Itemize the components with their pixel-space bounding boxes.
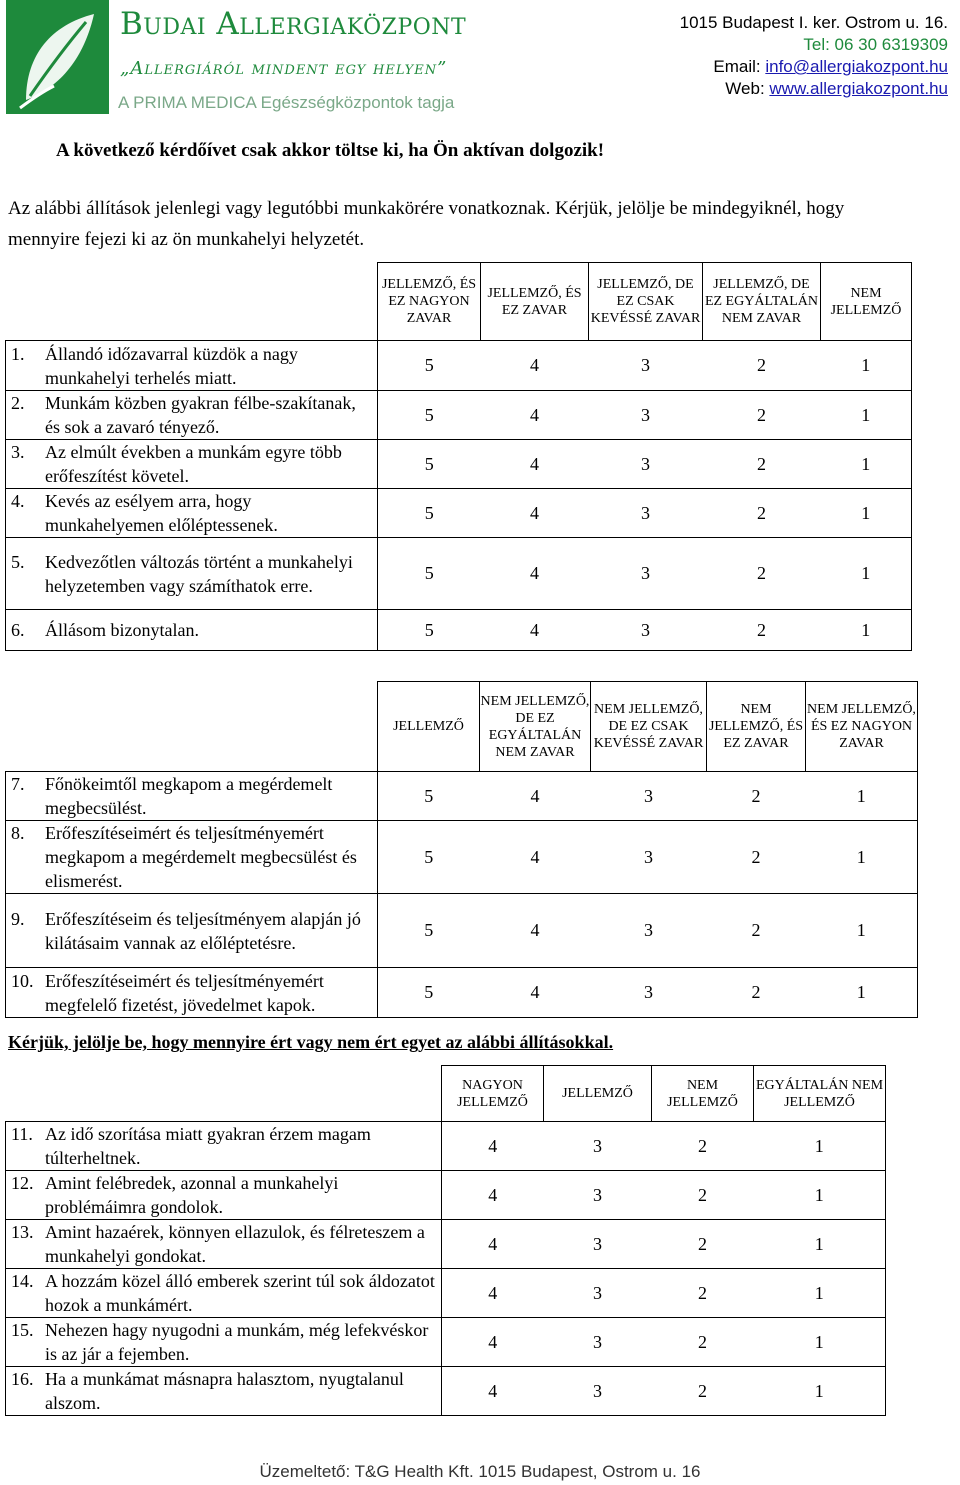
rating-option[interactable]: 1 (821, 391, 912, 440)
rating-option[interactable]: 4 (442, 1318, 544, 1367)
rating-option[interactable]: 1 (821, 440, 912, 489)
rating-option[interactable]: 4 (442, 1220, 544, 1269)
phone-line (680, 34, 948, 56)
rating-option[interactable]: 5 (378, 341, 481, 391)
statement-number: 13. (11, 1222, 34, 1242)
statement-cell (6, 538, 378, 610)
column-header: NEM JELLEMZŐ (652, 1066, 754, 1122)
rating-option[interactable]: 3 (591, 821, 707, 894)
brand-member-line: A PRIMA MEDICA Egészségközpontok tagja (118, 93, 455, 112)
column-header: JELLEMZŐ (544, 1066, 652, 1122)
header-blank-cell (6, 1066, 442, 1122)
leaf-logo-icon (6, 0, 109, 114)
rating-option[interactable]: 3 (589, 489, 703, 538)
rating-option[interactable]: 1 (806, 821, 918, 894)
column-header: NEM JELLEMZŐ, DE EZ EGYÁLTALÁN NEM ZAVAR (480, 682, 591, 772)
statement-cell (6, 1367, 442, 1416)
rating-option[interactable]: 5 (378, 610, 481, 651)
rating-option[interactable]: 2 (707, 968, 806, 1018)
statement-number: 10. (11, 970, 34, 991)
statement-cell (6, 772, 378, 821)
rating-option[interactable]: 2 (707, 772, 806, 821)
rating-option[interactable]: 4 (480, 968, 591, 1018)
column-header: JELLEMZŐ, DE EZ CSAK KEVÉSSÉ ZAVAR (589, 263, 703, 341)
rating-option[interactable]: 3 (589, 391, 703, 440)
email-link[interactable]: info@allergiakozpont.hu (765, 57, 948, 76)
page-header (0, 0, 960, 118)
statement-number: 2. (11, 393, 25, 413)
statement-number: 5. (11, 551, 25, 572)
statement-text: Állandó időzavarral küzdök a nagy munkahelyi terhelés miatt. (45, 343, 298, 388)
table-row (6, 1122, 886, 1171)
brand-slogan: „Allergiáról mindent egy helyen” (120, 58, 448, 79)
questionnaire-table-2 (5, 681, 918, 1018)
column-header: EGYÁLTALÁN NEM JELLEMZŐ (754, 1066, 886, 1122)
rating-option[interactable]: 2 (703, 610, 821, 651)
rating-option[interactable]: 1 (821, 610, 912, 651)
phone-label: Tel: (803, 35, 835, 54)
table-header-row (6, 682, 918, 772)
column-header: NEM JELLEMZŐ, ÉS EZ ZAVAR (707, 682, 806, 772)
statement-text: Állásom bizonytalan. (45, 620, 199, 640)
table-row (6, 772, 918, 821)
statement-number: 3. (11, 442, 25, 462)
rating-option[interactable]: 4 (481, 341, 589, 391)
statement-cell (6, 489, 378, 538)
statement-cell (6, 1122, 442, 1171)
rating-option[interactable]: 1 (754, 1318, 886, 1367)
rating-option[interactable]: 4 (481, 391, 589, 440)
column-header: NEM JELLEMZŐ, ÉS EZ NAGYON ZAVAR (806, 682, 918, 772)
rating-option[interactable]: 5 (378, 391, 481, 440)
rating-option[interactable]: 1 (754, 1171, 886, 1220)
rating-option[interactable]: 2 (703, 391, 821, 440)
rating-option[interactable]: 4 (442, 1122, 544, 1171)
statement-cell (6, 1171, 442, 1220)
section3-title: Kérjük, jelölje be, hogy mennyire ért vagy nem ért egyet az alábbi állításokkal. (8, 1032, 614, 1052)
statement-text: Erőfeszítéseimért és teljesítményemért megkapom a megérdemelt megbecsülést és elismerést. (45, 823, 357, 891)
statement-cell (6, 1269, 442, 1318)
statement-text: Erőfeszítéseim és teljesítményem alapján jó kilátásaim vannak az előléptetésre. (45, 908, 361, 953)
table-header-row (6, 263, 912, 341)
rating-option[interactable]: 2 (707, 894, 806, 968)
rating-option[interactable]: 4 (480, 894, 591, 968)
column-header: NEM JELLEMZŐ, DE EZ CSAK KEVÉSSÉ ZAVAR (591, 682, 707, 772)
statement-number: 16. (11, 1369, 34, 1389)
table-row (6, 489, 912, 538)
rating-option[interactable]: 5 (378, 772, 480, 821)
column-header: JELLEMZŐ, ÉS EZ ZAVAR (481, 263, 589, 341)
phone-number[interactable]: 06 30 6319309 (834, 35, 948, 54)
rating-option[interactable]: 1 (806, 772, 918, 821)
rating-option[interactable]: 1 (754, 1269, 886, 1318)
intro-text: Az alábbi állítások jelenlegi vagy legutóbbi munkakörére vonatkoznak. Kérjük, jelölje be mindegyiknél, hogy mennyire fejezi ki az ön munkahelyi helyzetét. (8, 198, 845, 250)
rating-option[interactable]: 5 (378, 538, 481, 610)
rating-option[interactable]: 2 (703, 489, 821, 538)
statement-cell (6, 1318, 442, 1367)
table-row (6, 968, 918, 1018)
column-header: JELLEMZŐ (378, 682, 480, 772)
web-label: Web: (725, 79, 770, 98)
rating-option[interactable]: 5 (378, 440, 481, 489)
rating-option[interactable]: 2 (652, 1269, 754, 1318)
statement-text: Munkám közben gyakran félbe-szakítanak, és sok a zavaró tényező. (45, 393, 356, 437)
rating-option[interactable]: 3 (589, 440, 703, 489)
statement-text: Kedvezőtlen változás történt a munkahelyi helyzetemben vagy számíthatok erre. (45, 551, 353, 596)
rating-option[interactable]: 4 (442, 1367, 544, 1416)
rating-option[interactable]: 2 (703, 538, 821, 610)
rating-option[interactable]: 3 (591, 894, 707, 968)
rating-option[interactable]: 2 (707, 821, 806, 894)
statement-cell (6, 968, 378, 1018)
statement-number: 7. (11, 774, 25, 794)
rating-option[interactable]: 4 (480, 821, 591, 894)
table-row (6, 1220, 886, 1269)
statement-text: Az elmúlt években a munkám egyre több erőfeszítést követel. (45, 442, 342, 486)
statement-number: 12. (11, 1173, 34, 1193)
table-row (6, 341, 912, 391)
statement-number: 14. (11, 1271, 34, 1291)
rating-option[interactable]: 3 (544, 1269, 652, 1318)
statement-text: Az idő szorítása miatt gyakran érzem magam túlterheltnek. (45, 1124, 371, 1168)
statement-cell (6, 440, 378, 489)
statement-text: Ha a munkámat másnapra halasztom, nyugtalanul alszom. (45, 1369, 404, 1413)
rating-option[interactable]: 1 (754, 1367, 886, 1416)
rating-option[interactable]: 4 (481, 538, 589, 610)
statement-text: Erőfeszítéseimért és teljesítményemért megfelelő fizetést, jövedelmet kapok. (45, 970, 324, 1015)
rating-option[interactable]: 2 (703, 341, 821, 391)
web-link[interactable]: www.allergiakozpont.hu (769, 79, 948, 98)
statement-number: 6. (11, 620, 25, 640)
statement-text: Amint felébredek, azonnal a munkahelyi problémáimra gondolok. (45, 1173, 339, 1217)
rating-option[interactable]: 2 (652, 1171, 754, 1220)
statement-number: 4. (11, 491, 25, 511)
rating-option[interactable]: 3 (544, 1220, 652, 1269)
table-row (6, 894, 918, 968)
rating-option[interactable]: 4 (442, 1171, 544, 1220)
column-header: JELLEMZŐ, DE EZ EGYÁLTALÁN NEM ZAVAR (703, 263, 821, 341)
rating-option[interactable]: 4 (481, 489, 589, 538)
statement-text: A hozzám közel álló emberek szerint túl sok áldozatot hozok a munkámért. (45, 1271, 435, 1315)
rating-option[interactable]: 1 (821, 538, 912, 610)
warning-text: A következő kérdőívet csak akkor töltse ki, ha Ön aktívan dolgozik! (56, 140, 605, 161)
rating-option[interactable]: 4 (481, 440, 589, 489)
statement-number: 1. (11, 343, 25, 364)
rating-option[interactable]: 1 (754, 1122, 886, 1171)
statement-text: Főnökeimtől megkapom a megérdemelt megbecsülést. (45, 774, 333, 818)
rating-option[interactable]: 2 (652, 1122, 754, 1171)
page-footer: Üzemeltető: T&G Health Kft. 1015 Budapest, Ostrom u. 16 (259, 1462, 701, 1481)
table-row (6, 440, 912, 489)
rating-option[interactable]: 5 (378, 968, 480, 1018)
statement-cell (6, 1220, 442, 1269)
address: 1015 Budapest I. ker. Ostrom u. 16. (679, 13, 948, 32)
table-row (6, 610, 912, 651)
rating-option[interactable]: 4 (480, 772, 591, 821)
statement-cell (6, 894, 378, 968)
statement-number: 8. (11, 823, 25, 843)
header-blank-cell (6, 682, 378, 772)
rating-option[interactable]: 2 (652, 1367, 754, 1416)
rating-option[interactable]: 3 (589, 341, 703, 391)
rating-option[interactable]: 1 (806, 894, 918, 968)
rating-option[interactable]: 3 (544, 1122, 652, 1171)
table-row (6, 391, 912, 440)
statement-text: Nehezen hagy nyugodni a munkám, még lefekvéskor is az jár a fejemben. (45, 1320, 429, 1364)
statement-text: Kevés az esélyem arra, hogy munkahelyemen előléptessenek. (45, 491, 278, 535)
column-header: NEM JELLEMZŐ (821, 263, 912, 341)
web-line (680, 78, 948, 100)
brand-name: Budai Allergiaközpont (120, 6, 467, 42)
rating-option[interactable]: 1 (821, 489, 912, 538)
column-header: JELLEMZŐ, ÉS EZ NAGYON ZAVAR (378, 263, 481, 341)
statement-cell (6, 821, 378, 894)
rating-option[interactable]: 1 (821, 341, 912, 391)
statement-number: 15. (11, 1320, 34, 1340)
rating-option[interactable]: 3 (589, 538, 703, 610)
rating-option[interactable]: 3 (591, 968, 707, 1018)
email-label: Email: (713, 57, 766, 76)
table-row (6, 538, 912, 610)
contact-block (680, 12, 948, 100)
rating-option[interactable]: 2 (703, 440, 821, 489)
rating-option[interactable]: 2 (652, 1220, 754, 1269)
rating-option[interactable]: 4 (481, 610, 589, 651)
statement-cell (6, 610, 378, 651)
rating-option[interactable]: 3 (589, 610, 703, 651)
table-row (6, 1318, 886, 1367)
rating-option[interactable]: 5 (378, 894, 480, 968)
rating-option[interactable]: 1 (754, 1220, 886, 1269)
questionnaire-table-1 (5, 262, 912, 651)
email-line (680, 56, 948, 78)
rating-option[interactable]: 5 (378, 489, 481, 538)
header-blank-cell (6, 263, 378, 341)
table-row (6, 821, 918, 894)
table-row (6, 1269, 886, 1318)
table-row (6, 1367, 886, 1416)
table-header-row (6, 1066, 886, 1122)
rating-option[interactable]: 3 (591, 772, 707, 821)
statement-cell (6, 391, 378, 440)
statement-number: 9. (11, 908, 25, 929)
rating-option[interactable]: 4 (442, 1269, 544, 1318)
statement-number: 11. (11, 1124, 33, 1144)
rating-option[interactable]: 3 (544, 1367, 652, 1416)
column-header: NAGYON JELLEMZŐ (442, 1066, 544, 1122)
statement-text: Amint hazaérek, könnyen ellazulok, és félreteszem a munkahelyi gondokat. (45, 1222, 425, 1266)
statement-cell (6, 341, 378, 391)
rating-option[interactable]: 1 (806, 968, 918, 1018)
table-row (6, 1171, 886, 1220)
rating-option[interactable]: 2 (652, 1318, 754, 1367)
questionnaire-table-3 (5, 1065, 886, 1416)
rating-option[interactable]: 3 (544, 1171, 652, 1220)
rating-option[interactable]: 3 (544, 1318, 652, 1367)
rating-option[interactable]: 5 (378, 821, 480, 894)
